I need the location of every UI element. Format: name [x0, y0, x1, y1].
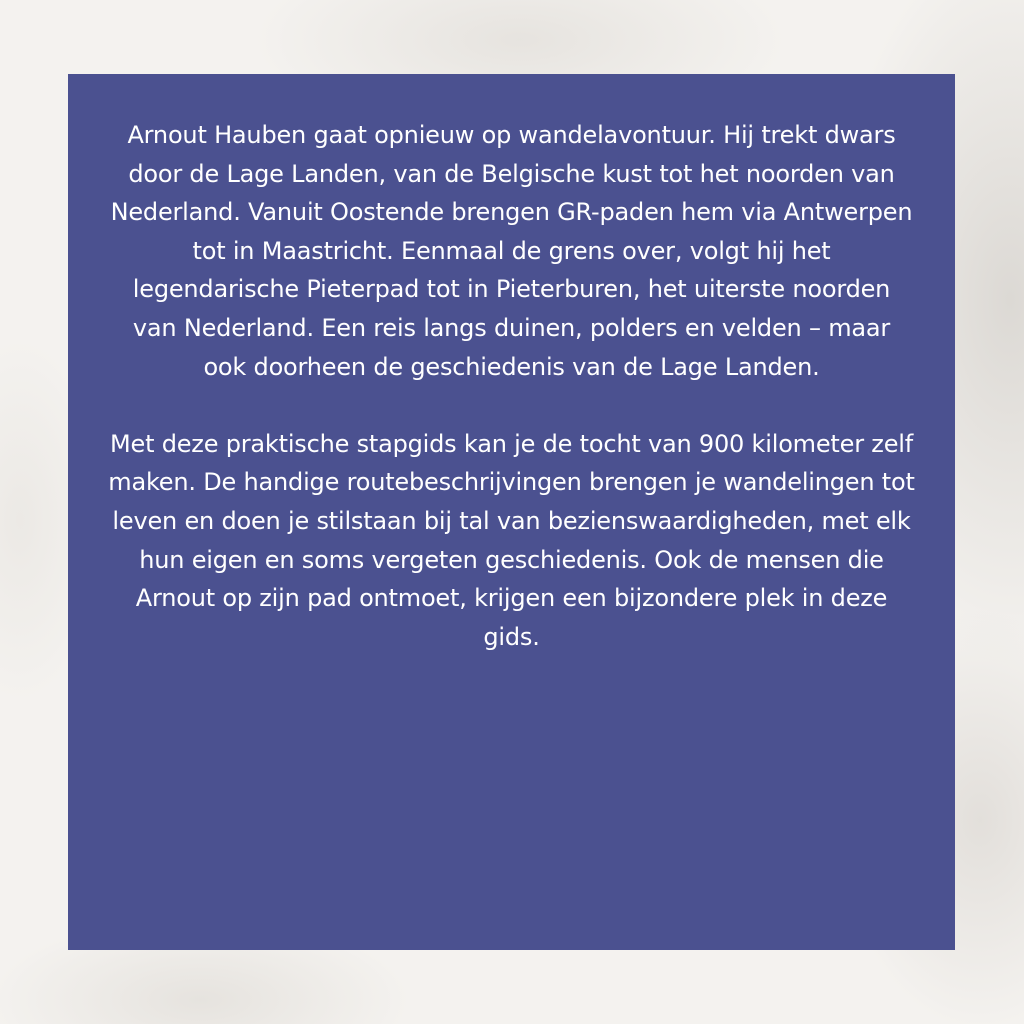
- description-paragraph-1: Arnout Hauben gaat opnieuw op wandelavontuur. Hij trekt dwars door de Lage Landen, van de Belgische kust tot het noorden van Nederland. Vanuit Oostende brengen GR-paden hem via Antwerpen tot in Maastricht. Eenmaal de grens over, volgt hij het legendarische Pieterpad tot in Pieterburen, het uiterste noorden van Nederland. Een reis langs duinen, polders en velden – maar ook doorheen de geschiedenis van de Lage Landen.: [110, 121, 913, 381]
- description-paragraph-2: Met deze praktische stapgids kan je de tocht van 900 kilometer zelf maken. De handige routebeschrijvingen brengen je wandelingen tot leven en doen je stilstaan bij tal van bezienswaardigheden, met elk hun eigen en soms vergeten geschiedenis. Ook de mensen die Arnout op zijn pad ontmoet, krijgen een bijzondere plek in deze gids.: [108, 429, 915, 651]
- description-card: [68, 74, 955, 950]
